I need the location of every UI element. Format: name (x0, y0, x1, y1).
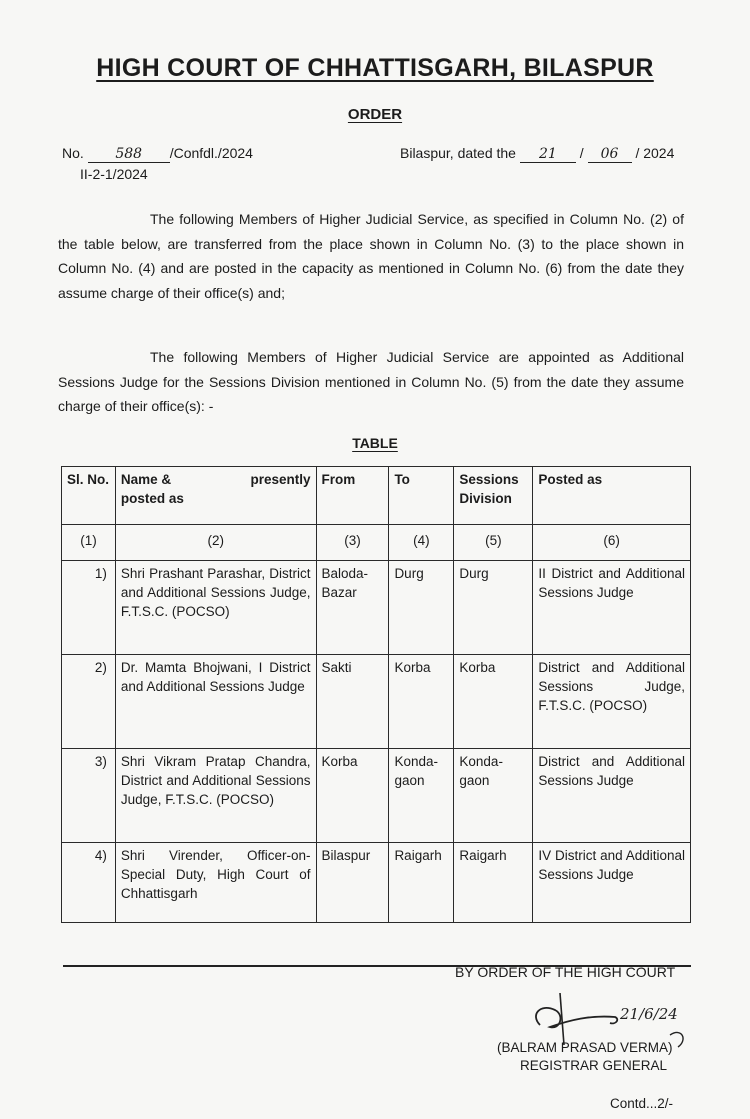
cell-name: Shri Virender, Officer-on-Special Duty, High Court of Chhattisgarh (115, 843, 316, 923)
cell-posted: II District and Additional Sessions Judge (533, 561, 691, 655)
by-order-line: BY ORDER OF THE HIGH COURT (455, 964, 676, 980)
column-number-row (62, 525, 691, 561)
paragraph-appointment: The following Members of Higher Judicial Service are appointed as Additional Sessions Judge for the Sessions Division mentioned in Column No. (5) from the date they assume charge of their office(s): - (58, 349, 684, 414)
table-row (62, 561, 691, 655)
header-name (115, 467, 316, 525)
header-name-part: presently (250, 472, 311, 487)
paragraph-transfer: The following Members of Higher Judicial Service, as specified in Column No. (2) of the table below, are transferred from the place shown in Column No. (3) to the place shown in Column No. (4) and are posted in the capacity as mentioned in Column No. (6) from the date they assume charge of their office(s) and; (58, 211, 684, 301)
header-to: To (389, 467, 454, 525)
header-name-part: Name & (120, 472, 172, 487)
cell-to: Raigarh (389, 843, 454, 923)
cell-sl: 1) (62, 561, 116, 655)
date-prefix: Bilaspur, dated the (400, 145, 516, 161)
cell-to: Korba (389, 655, 454, 749)
order-number-line (62, 145, 253, 163)
order-heading: ORDER (347, 106, 403, 123)
table-title: TABLE (352, 435, 398, 451)
cell-from: Sakti (316, 655, 389, 749)
header-sl-no: Sl. No. (62, 467, 116, 525)
cell-name: Shri Vikram Pratap Chandra, District and Additional Sessions Judge, F.T.S.C. (POCSO) (115, 749, 316, 843)
cell-sl: 3) (62, 749, 116, 843)
cell-sl: 2) (62, 655, 116, 749)
column-number: (2) (115, 525, 316, 561)
cell-to: Konda-gaon (389, 749, 454, 843)
signatory-designation: REGISTRAR GENERAL (520, 1058, 668, 1073)
cell-posted: District and Additional Sessions Judge, F.T.S.C. (POCSO) (533, 655, 691, 749)
order-number: 588 (115, 146, 143, 162)
table-row (62, 749, 691, 843)
cell-division: Raigarh (454, 843, 533, 923)
header-sessions-division: Sessions Division (454, 467, 533, 525)
no-label: No. (62, 145, 84, 161)
column-number: (1) (62, 525, 116, 561)
date-month: 06 (600, 146, 619, 162)
cell-sl: 4) (62, 843, 116, 923)
date-year: 2024 (643, 145, 675, 161)
column-number: (4) (389, 525, 454, 561)
date-day-field (520, 145, 576, 163)
date-month-field (588, 145, 632, 163)
date-separator: / (579, 145, 584, 161)
confdl-suffix: /Confdl./2024 (169, 145, 253, 161)
court-title: HIGH COURT OF CHHATTISGARH, BILASPUR (96, 54, 654, 82)
cell-posted: IV District and Additional Sessions Judge (533, 843, 691, 923)
table-header-row (62, 467, 691, 525)
cell-name: Dr. Mamta Bhojwani, I District and Additional Sessions Judge (115, 655, 316, 749)
transfer-table (61, 466, 691, 923)
date-day: 21 (538, 146, 557, 162)
date-separator: / (635, 145, 640, 161)
column-number: (6) (533, 525, 691, 561)
header-from: From (316, 467, 389, 525)
date-line (400, 145, 674, 163)
signatory-name: (BALRAM PRASAD VERMA) (497, 1040, 673, 1055)
cell-posted: District and Additional Sessions Judge (533, 749, 691, 843)
continued-note: Contd...2/- (610, 1096, 674, 1111)
header-posted-as: Posted as (533, 467, 691, 525)
cell-from: Baloda-Bazar (316, 561, 389, 655)
cell-to: Durg (389, 561, 454, 655)
cell-division: Durg (454, 561, 533, 655)
cell-name: Shri Prashant Parashar, District and Additional Sessions Judge, F.T.S.C. (POCSO) (115, 561, 316, 655)
cell-from: Korba (316, 749, 389, 843)
order-number-field (88, 145, 170, 163)
file-reference: II-2-1/2024 (80, 166, 148, 182)
table-row (62, 655, 691, 749)
cell-division: Korba (454, 655, 533, 749)
signature-date: 21/6/24 (620, 1005, 678, 1023)
cell-from: Bilaspur (316, 843, 389, 923)
table-row (62, 843, 691, 923)
column-number: (5) (454, 525, 533, 561)
column-number: (3) (316, 525, 389, 561)
cell-division: Konda-gaon (454, 749, 533, 843)
header-name-part: posted as (120, 491, 184, 506)
